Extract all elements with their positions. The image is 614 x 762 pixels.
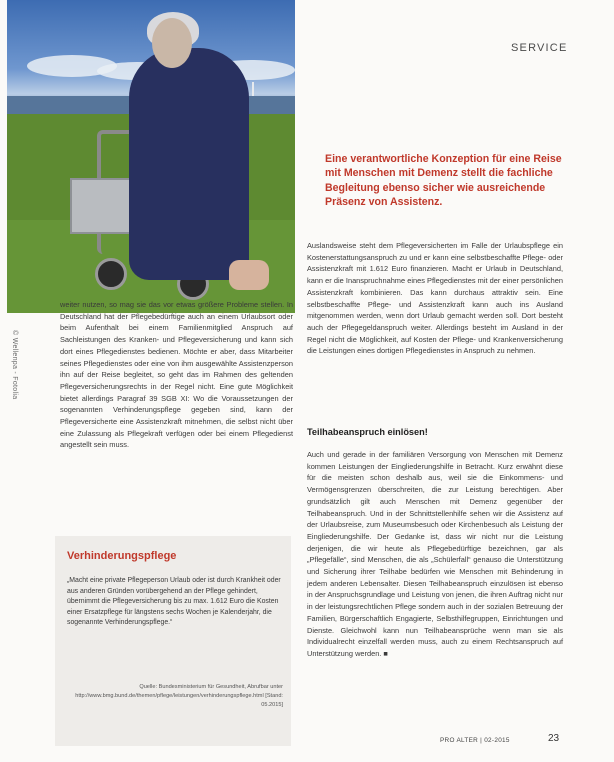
info-box-source: Quelle: Bundesministerium für Gesundheit, Abrufbar unter http://www.bmg.bund.de/themen/pflege/leistungen/verhinderungspflege.html [Stand: 05.2015] (75, 684, 283, 709)
pull-quote: Eine verantwortliche Konzeption für eine Reise mit Menschen mit Demenz stellt die fachliche Begleitung ebenso sicher wie ausreichende Präsenz von Assistenz. (325, 153, 562, 209)
body-paragraph: weiter nutzen, so mag sie das vor etwas größere Probleme stellen. In Deutschland hat der Pflegebedürftige auch an einem Urlaubsort oder beim Aufenthalt bei einem Familienmitglied Anspruch auf Sachleistungen des Kranken- und Pflegeversicherung und kann sich dort eines Pflegedienstes bedienen. Möchte er aber, dass Mitarbeiter seines Pflegedienstes oder eine von ihm ausgewählte Assistenzperson ihn auf der Reise begleitet, so geht das im Rahmen des geltenden Pflegeversicherungsrechts in der Regel nicht. Eine gute Möglichkeit bietet allerdings Paragraf 39 SGB XI: Wo die Voraussetzungen der sogenannten Verhinderungspflege gegeben sind, kann der Pflegeversicherte eine Assistenzkraft mitnehmen, die selbst nicht über eine Zulassung als Pflegekraft verfügen oder bei einem Pflegedienst angestellt sein muss. (60, 300, 293, 450)
photo-elderly-woman-with-walker (7, 0, 295, 313)
subheading: Teilhabeanspruch einlösen! (307, 427, 428, 437)
info-box-quote: „Macht eine private Pflegeperson Urlaub oder ist durch Krankheit oder aus anderen Gründen vorübergehend an der Pflege gehindert, übernimmt die Pflegeversicherung bis zu max. 1.612 Euro die Kosten einer Ersatzpflege für längstens sechs Wochen je Kalenderjahr, die sogenannte Verhinderungspflege.“ (67, 577, 281, 627)
page-number: 23 (548, 733, 560, 744)
magazine-footer: PRO ALTER | 02-2015 (440, 737, 510, 744)
photo-credit: © Wellenpa - Fotolia (11, 330, 18, 400)
info-box-title: Verhinderungspflege (67, 550, 177, 562)
body-column-left (60, 299, 293, 451)
body-column-right-top (307, 240, 563, 357)
body-paragraph: Auch und gerade in der familiären Versorgung von Menschen mit Demenz kommen Leistungen der Eingliederungshilfe in Betracht. Kurz erwähnt diese für die meisten schon deshalb aus, weil sie die Einkommens- und Vermögensgrenzen überschreiten, die zur Leistung berechtigen. Aber grundsätzlich gilt auch Menschen mit Demenz gegenüber der Teilhabeanspruch. Und in der Schnittstellenhilfe sehen wir die Assistenz auf der Urlaubsreise, zum Museumsbesuch oder Kirchenbesuch als Leistung der Eingliederungshilfe. Der Gedanke ist, dass wir nicht nur die Leistung derjenigen, die wir heute als Pflegebedürftige bezeichnen, gar als „Pflegefälle“, sind Menschen, die als „Schülerfall“ genauso die Unterstützung und Sicherung ihrer Teilhabe bedürfen wie Menschen mit Behinderung in jedem anderen Lebensalter. Diesen Teilhabeanspruch einzulösen ist ebenso in der Anspruchsgrundlage und Leistung von jenen, die ihren Auftrag nicht nur in der leistungsrechtlichen Pflege sondern auch in der sozialen Betreuung der Familien, Bürgerschaftlich Engagierte, Selbsthilfegruppen, Einrichtungen und Dienste. Gleichwohl kann nun Teilhabeansprüche wenn man sie als Individualrecht einzelfall werden muss, auch zu einem Rechtsanspruch auf Unterstützung werden. ■ (307, 450, 563, 658)
body-paragraph: Auslandsweise steht dem Pflegeversicherten im Falle der Urlaubspflege ein Kostenerstattungsanspruch zu und er kann eine selbstbeschaffte Pflege- oder Assistenzkraft mit 1.612 Euro finanzieren. Macht er Urlaub in Deutschland, kann er die Inanspruchnahme eines Pflegedienstes mit der einer persönlichen Assistenzkraft kombinieren. Das kann durchaus attraktiv sein. Eine selbstbeschaffte Pflege- und Assistenzkraft kann auch ins Ausland mitgenommen werden, wenn dort Urlaub gemacht werden soll. Dort besteht auch der Pflegegeldanspruch weiter. Allerdings besteht im Ausland in der Regel nicht die Möglichkeit, auf Kosten der Pflege- und Krankenversicherung die Leistungen eines dortigen Pflegedienstes in Anspruch zu nehmen. (307, 241, 563, 356)
info-box (55, 536, 291, 746)
section-label: SERVICE (511, 42, 568, 54)
body-column-right-bottom (307, 449, 563, 660)
